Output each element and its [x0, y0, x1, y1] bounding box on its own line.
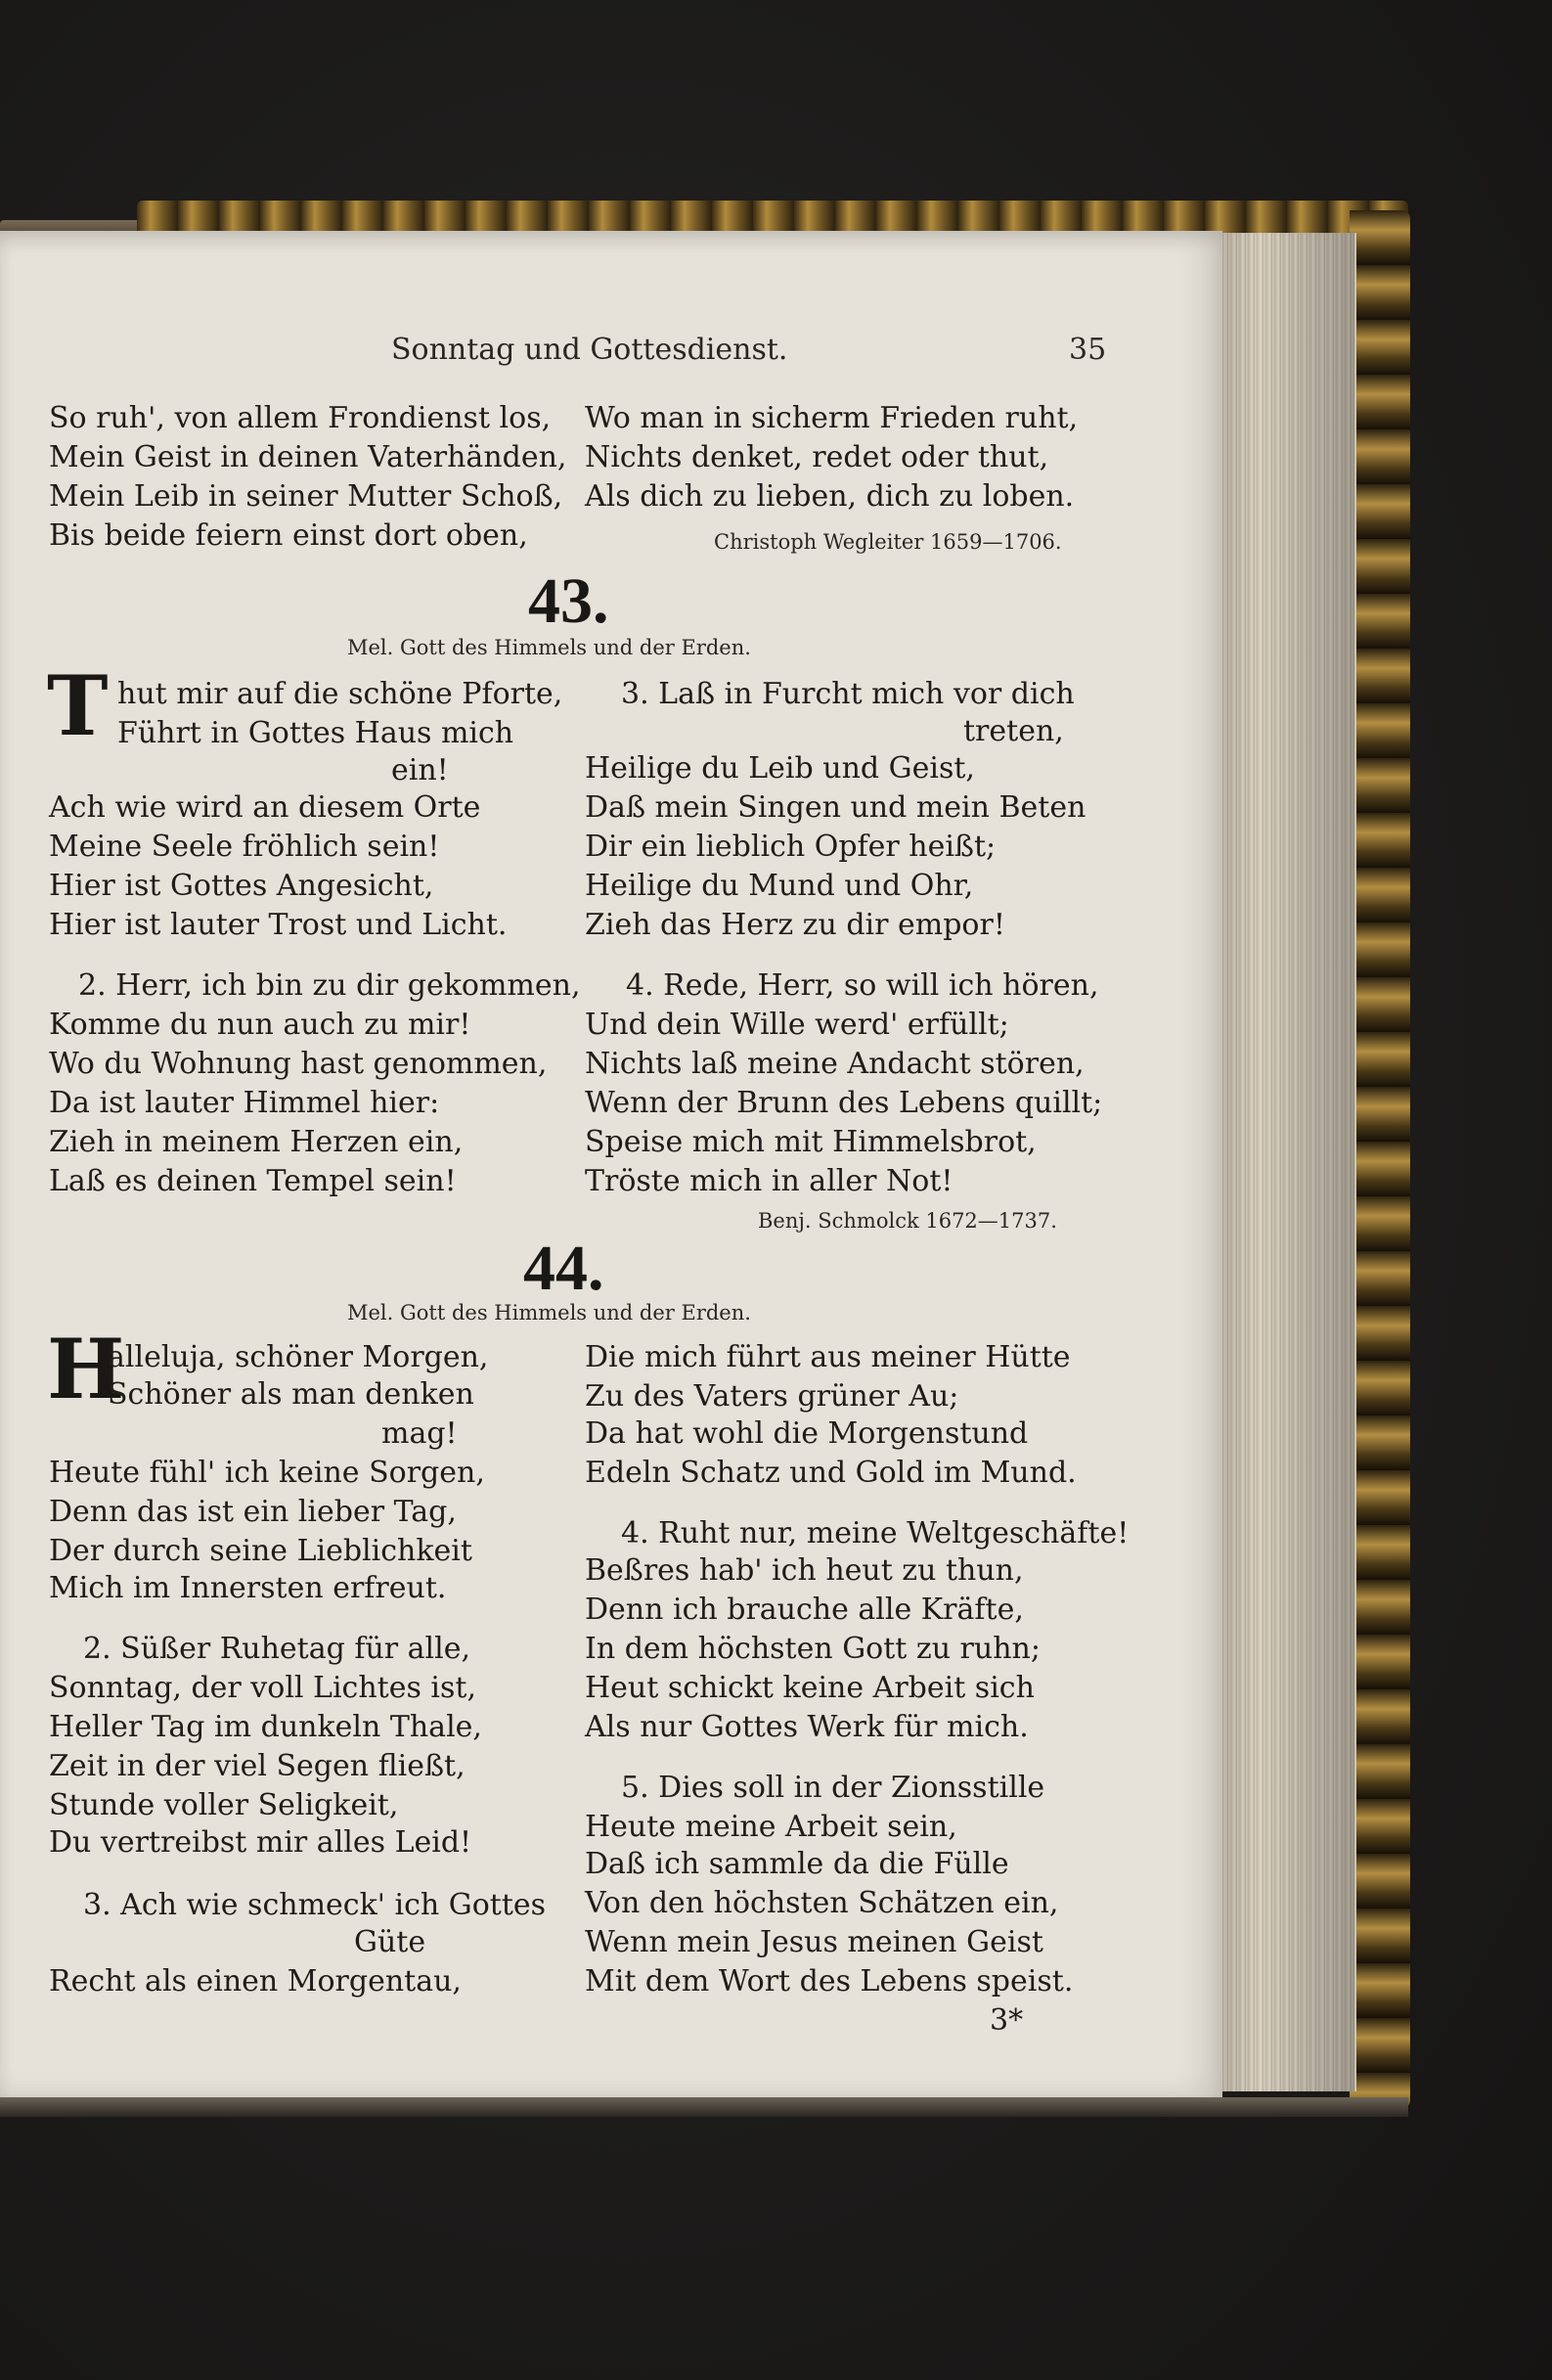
verse-line: Der durch seine Lieblichkeit — [49, 1534, 472, 1568]
verse-line: Speise mich mit Himmelsbrot, — [585, 1125, 1037, 1159]
verse-line: Zeit in der viel Segen fließt, — [49, 1749, 466, 1783]
attribution: Benj. Schmolck 1672—1737. — [758, 1209, 1057, 1233]
signature-mark: 3* — [990, 2003, 1024, 2038]
verse-line: Wenn mein Jesus meinen Geist — [585, 1925, 1043, 1959]
verse-line: Heilige du Leib und Geist, — [585, 751, 975, 786]
gilded-cover-right — [1350, 210, 1410, 2108]
verse-line: Beßres hab' ich heut zu thun, — [585, 1553, 1024, 1588]
verse-line: Und dein Wille werd' erfüllt; — [585, 1008, 1009, 1042]
verse-line: Als nur Gottes Werk für mich. — [585, 1710, 1029, 1744]
verse-line: Du vertreibst mir alles Leid! — [49, 1825, 472, 1860]
drop-cap: H — [47, 1321, 125, 1417]
verse-line: Daß mein Singen und mein Beten — [585, 790, 1086, 825]
verse-line: 3. Laß in Furcht mich vor dich — [621, 677, 1075, 711]
verse-line: Daß ich sammle da die Fülle — [585, 1847, 1009, 1881]
verse-line: Als dich zu lieben, dich zu loben. — [585, 479, 1075, 514]
verse-line: Wenn der Brunn des Lebens quillt; — [585, 1086, 1103, 1120]
verse-line: Ach wie wird an diesem Orte — [49, 790, 481, 825]
verse-line: 4. Ruht nur, meine Weltgeschäfte! — [621, 1516, 1130, 1550]
verse-line: Zieh in meinem Herzen ein, — [49, 1125, 464, 1159]
verse-line: Mein Leib in seiner Mutter Schoß, — [49, 479, 563, 514]
verse-line: Heute meine Arbeit sein, — [585, 1810, 957, 1844]
verse-line: hut mir auf die schöne Pforte, — [117, 677, 563, 711]
hymn-number: 44. — [523, 1233, 604, 1304]
verse-line: Denn ich brauche alle Kräfte, — [585, 1593, 1024, 1627]
melody-line: Mel. Gott des Himmels und der Erden. — [347, 636, 751, 659]
verse-line: Meine Seele fröhlich sein! — [49, 830, 440, 864]
verse-line: Denn das ist ein lieber Tag, — [49, 1495, 457, 1529]
verse-line: Heller Tag im dunkeln Thale, — [49, 1710, 482, 1744]
verse-line: 2. Herr, ich bin zu dir gekommen, — [78, 968, 581, 1003]
verse-line: Wo du Wohnung hast genommen, — [49, 1047, 548, 1081]
verse-line: Zieh das Herz zu dir empor! — [585, 908, 1005, 942]
verse-line: Nichts denket, redet oder thut, — [585, 440, 1049, 474]
verse-line: Dir ein lieblich Opfer heißt; — [585, 830, 997, 864]
verse-line: Die mich führt aus meiner Hütte — [585, 1340, 1071, 1374]
verse-line: Da ist lauter Himmel hier: — [49, 1086, 440, 1120]
page-number: 35 — [1069, 333, 1107, 367]
verse-line: Zu des Vaters grüner Au; — [585, 1379, 959, 1414]
verse-line: Güte — [354, 1925, 426, 1959]
verse-line: Sonntag, der voll Lichtes ist, — [49, 1671, 477, 1705]
verse-line: Wo man in sicherm Frieden ruht, — [585, 401, 1079, 435]
verse-line: Bis beide feiern einst dort oben, — [49, 518, 528, 553]
verse-line: Mich im Innersten erfreut. — [49, 1571, 447, 1605]
verse-line: 4. Rede, Herr, so will ich hören, — [626, 968, 1099, 1003]
verse-line: Hier ist lauter Trost und Licht. — [49, 908, 508, 942]
drop-cap: T — [47, 657, 109, 754]
verse-line: Tröste mich in aller Not! — [585, 1164, 953, 1198]
verse-line: alleluja, schöner Morgen, — [108, 1340, 489, 1374]
verse-line: mag! — [381, 1416, 458, 1451]
verse-line: Von den höchsten Schätzen ein, — [585, 1886, 1059, 1920]
verse-line: Heilige du Mund und Ohr, — [585, 869, 974, 903]
verse-line: 5. Dies soll in der Zionsstille — [621, 1771, 1045, 1805]
verse-line: Da hat wohl die Morgenstund — [585, 1416, 1029, 1451]
verse-line: Mit dem Wort des Lebens speist. — [585, 1964, 1074, 1998]
verse-line: Schöner als man denken — [108, 1377, 474, 1412]
verse-line: 2. Süßer Ruhetag für alle, — [83, 1632, 471, 1666]
verse-line: Recht als einen Morgentau, — [49, 1964, 462, 1998]
page-edges-shade — [1218, 233, 1354, 2091]
verse-line: Laß es deinen Tempel sein! — [49, 1164, 457, 1198]
verse-line: 3. Ach wie schmeck' ich Gottes — [83, 1888, 547, 1922]
cover-bottom — [0, 2097, 1408, 2117]
melody-line: Mel. Gott des Himmels und der Erden. — [347, 1301, 751, 1325]
verse-line: Hier ist Gottes Angesicht, — [49, 869, 434, 903]
verse-line: So ruh', von allem Frondienst los, — [49, 401, 552, 435]
hymn-number: 43. — [528, 565, 609, 637]
verse-line: Mein Geist in deinen Vaterhänden, — [49, 440, 567, 474]
verse-line: In dem höchsten Gott zu ruhn; — [585, 1632, 1041, 1666]
verse-line: treten, — [963, 714, 1064, 748]
verse-line: Heute fühl' ich keine Sorgen, — [49, 1456, 485, 1490]
verse-line: Komme du nun auch zu mir! — [49, 1008, 471, 1042]
verse-line: ein! — [391, 753, 449, 787]
verse-line: Edeln Schatz und Gold im Mund. — [585, 1456, 1077, 1490]
verse-line: Nichts laß meine Andacht stören, — [585, 1047, 1085, 1081]
attribution: Christoph Wegleiter 1659—1706. — [714, 530, 1062, 554]
verse-line: Stunde voller Seligkeit, — [49, 1788, 399, 1822]
verse-line: Heut schickt keine Arbeit sich — [585, 1671, 1035, 1705]
verse-line: Führt in Gottes Haus mich — [117, 716, 514, 750]
running-header: Sonntag und Gottesdienst. — [391, 333, 788, 367]
